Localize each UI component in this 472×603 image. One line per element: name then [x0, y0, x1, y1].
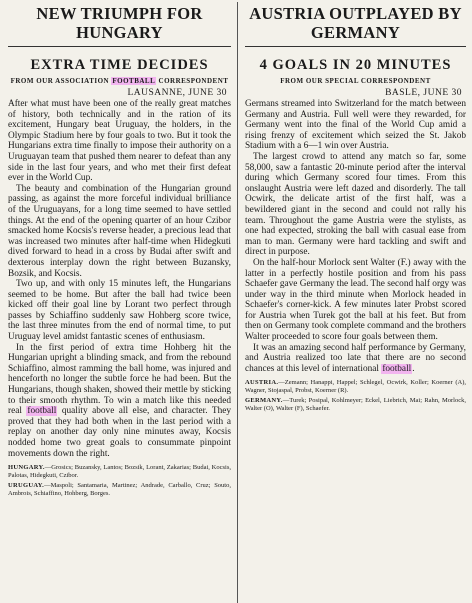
team-players: —Zemann; Hanappi, Happel; Schlegel, Ocwirk, Koller; Koerner (A), Wagner, Stojaspal, Probst, Koerner (R).: [245, 379, 466, 395]
paragraph-text: .: [412, 363, 415, 374]
highlighted-word: football: [27, 406, 57, 417]
paragraph: Two up, and with only 15 minutes left, the Hungarians seemed to be home. But after the ball had twice been kicked off their goal line by Lorant two perfect through passes by Schiaffino suddenly saw Hohberg score twice, the last three minutes from the end of normal time, to put Uruguay level amidst fantastic scenes of enthusiasm.: [8, 279, 231, 343]
dateline: LAUSANNE, JUNE 30: [127, 88, 227, 98]
paragraph: The beauty and combination of the Hungarian ground passing, as against the more forceful individual brilliance of the Uruguayans, for a long time seemed to have settled things. At the end of the opening quarter of an hour Czibor smacked home Kocsis's reverse header, a precious lead that was increased two minutes after half-time when Hidegkuti dived forward to head in a cross by Budai after swift and dexterous interplay down the right between Buzansky, Bozsik, and Kocsis.: [8, 183, 231, 279]
team-name: AUSTRIA.: [245, 379, 279, 387]
paragraph-text: In the first period of extra time Hohberg hit the Hungarian upright a blinding smack, and from the rebound Schiaffino, almost ramming the ball home, was injured and henceforth no longer the subtle force he had been. But the Hungarians, though shaken, showed their mettle by sticking to their smooth rhythm. To win a match like this needed real: [8, 342, 231, 417]
team-players: —Maspoli; Santamaria, Martinez; Andrade, Carballo, Cruz; Souto, Ambrois, Schiaffino, Hohberg, Borges.: [8, 482, 231, 498]
headline: NEW TRIUMPH FOR HUNGARY: [36, 4, 203, 42]
subheadline: EXTRA TIME DECIDES: [30, 57, 209, 73]
paragraph: [8, 343, 231, 460]
team-lineups: [245, 379, 466, 413]
team-players: —Turek; Posipal, Kohlmeyer; Eckel, Liebrich, Mai; Rahn, Morlock, Walter (O), Walter (F), Schaefer.: [245, 397, 466, 413]
highlighted-word: football: [382, 363, 412, 374]
team-lineup: [8, 464, 231, 480]
team-lineup: [8, 482, 231, 498]
team-name: URUGUAY.: [8, 482, 45, 490]
team-name: HUNGARY.: [8, 464, 45, 472]
headline-rule: [245, 46, 466, 47]
byline: [8, 77, 231, 86]
subheadline: 4 GOALS IN 20 MINUTES: [259, 57, 452, 73]
paragraph-text: It was an amazing second half performance by Germany, and Austria realized too late that there are no second chances at this level of international: [245, 342, 466, 374]
byline: FROM OUR SPECIAL CORRESPONDENT: [280, 77, 431, 85]
headline: AUSTRIA OUTPLAYED BY GERMANY: [249, 4, 462, 42]
byline-suffix: CORRESPONDENT: [156, 77, 229, 85]
dateline: BASLE, JUNE 30: [385, 88, 462, 98]
team-name: GERMANY.: [245, 397, 283, 405]
byline-prefix: FROM OUR ASSOCIATION: [10, 77, 112, 85]
paragraph: After what must have been one of the really great matches of history, both technically and in the ration of its excitement, Hungary beat Uruguay, the holders, in the Olympic Stadium here by four goals to two. But it took the Hungarians extra time finally to impose their authority on a Uruguayan team that pushed them nearer to defeat than any side in the last four years, and who met their first defeat ever in the World Cup.: [8, 99, 231, 184]
headline-rule: [8, 46, 231, 47]
hungary-article: [8, 2, 237, 603]
paragraph-text: quality above all else, and character. They proved that they had both when in the last period with a replay on another day only nine minutes away, Kocsis nodded home two great goals to consummate pinpoint movements down the right.: [8, 406, 231, 459]
team-lineups: [8, 464, 231, 498]
team-players: —Grosics; Buzansky, Lantos; Bozsik, Lorant, Zakarias; Budai, Kocsis, Palotas, Hidegkuti, Czibor.: [8, 464, 231, 480]
team-lineup: [245, 397, 466, 413]
austria-article: [237, 2, 466, 603]
paragraph: The largest crowd to attend any match so far, some 58,000, saw a fantastic 20-minute period after the interval during which Germany scored four times. From this onslaught Austria were left dazed and disorderly. The tall Ocwirk, the delicate artist of the first half, was a bewildered giant in the second and could not rally his team. Throughout the game Austria were the stylists, as one had expected, stroking the ball with casual ease from man to man. Germany were hard tackling and swift and direct in purpose.: [245, 151, 466, 258]
highlighted-word: FOOTBALL: [112, 77, 156, 85]
paragraph: [245, 343, 466, 375]
paragraph: On the half-hour Morlock sent Walter (F.) away with the latter in a perfectly hostile position and from his pass Schaefer gave Germany the lead. The second half orgy was under way in the third minute when Morlock headed in Schaefer's corner-kick. A few minutes later Probst scored for Austria when Turek got the ball at his feet. But from then on Germany took complete command and the brothers Walter proceeded to score four goals between them.: [245, 257, 466, 343]
team-lineup: [245, 379, 466, 395]
paragraph: Germans streamed into Switzerland for the match between Germany and Austria. Full well were they rewarded, for Germany went into the final of the World Cup amid a rising frenzy of excitement which seized the St. Jakob Stadium with a 6—1 win over Austria.: [245, 99, 466, 152]
